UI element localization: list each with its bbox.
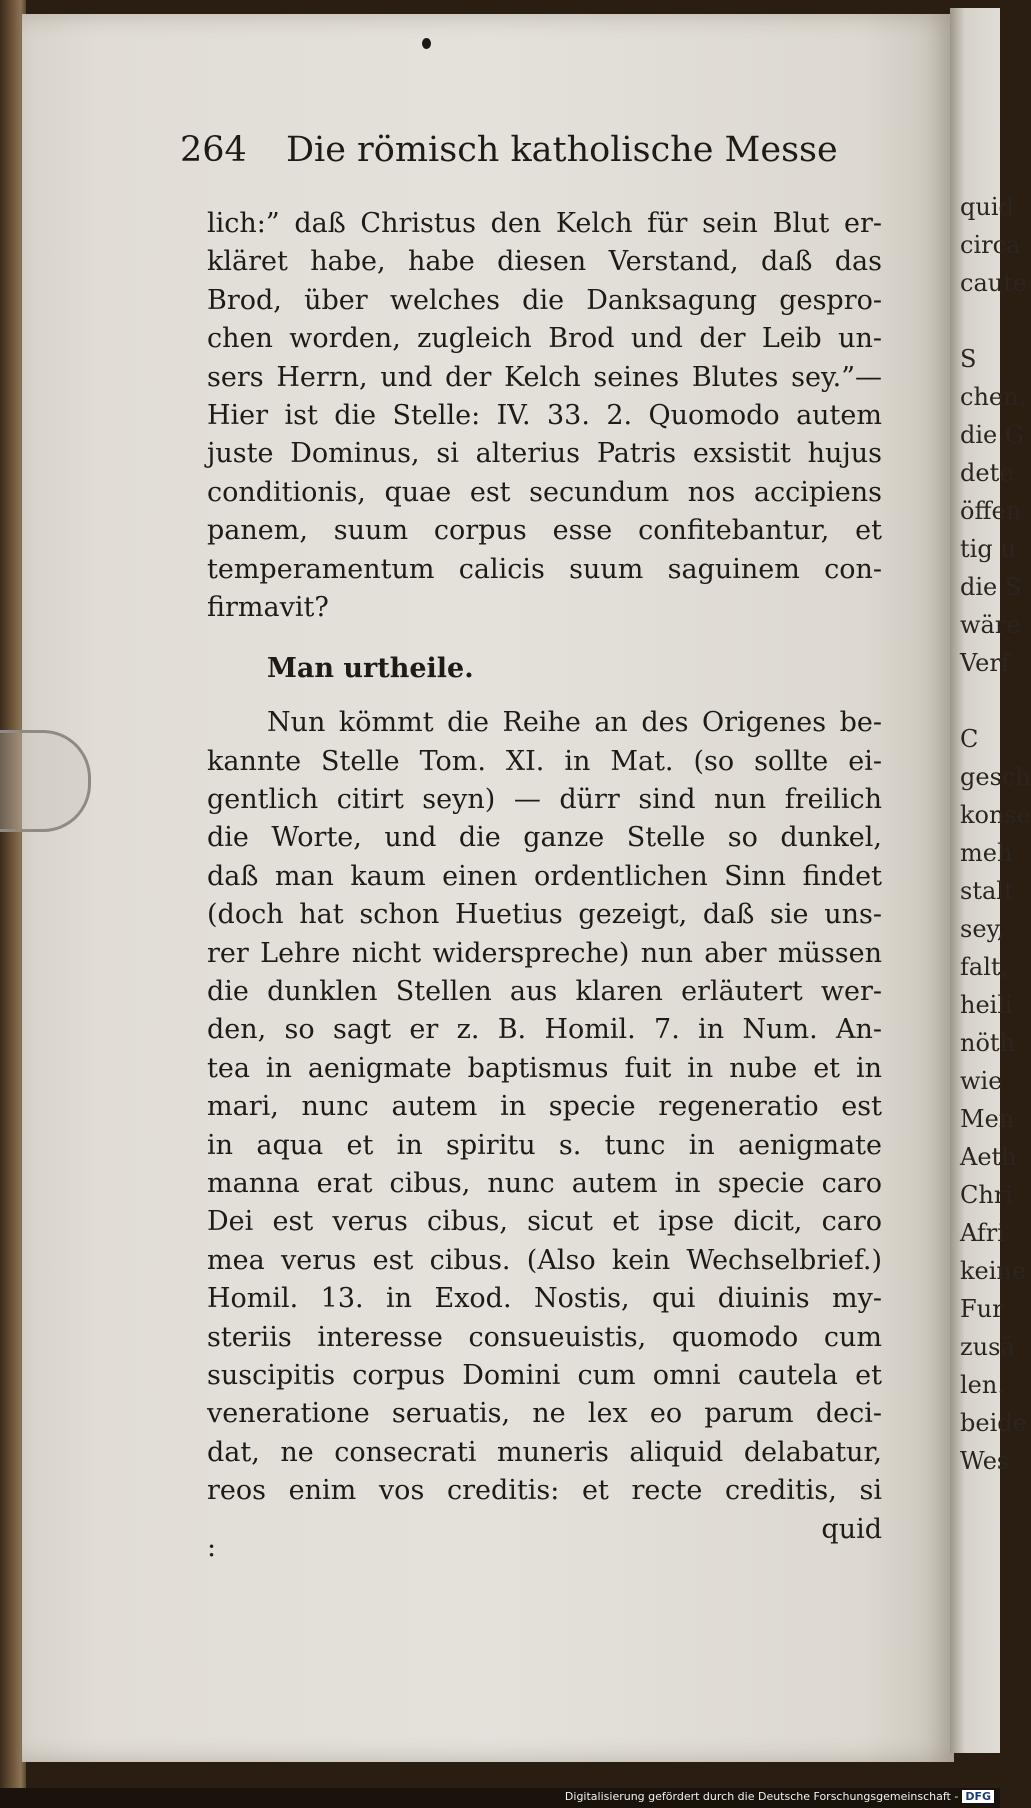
adjacent-page-fragment: heili bbox=[960, 991, 1013, 1019]
text-line: die dunklen Stellen aus klaren erläutert wer- bbox=[207, 976, 882, 1007]
adjacent-page-fragment: zusä bbox=[960, 1333, 1015, 1361]
adjacent-page-fragment: caute bbox=[960, 269, 1028, 297]
adjacent-page-fragment: konse bbox=[960, 801, 1031, 829]
text-line: Homil. 13. in Exod. Nostis, qui diuinis my- bbox=[207, 1283, 882, 1314]
adjacent-page-fragment: quid bbox=[960, 193, 1014, 221]
adjacent-page-fragment: stalt bbox=[960, 877, 1014, 905]
adjacent-page-fragment: die G bbox=[960, 421, 1025, 449]
text-line: mari, nunc autem in specie regeneratio est bbox=[207, 1091, 882, 1122]
text-line: in aqua et in spiritu s. tunc in aenigmate bbox=[207, 1130, 882, 1161]
running-header bbox=[180, 130, 900, 170]
text-line: conditionis, quae est secundum nos accipiens bbox=[207, 477, 882, 508]
adjacent-page-fragment: chen. bbox=[960, 383, 1027, 411]
adjacent-page-fragment: sey, bbox=[960, 915, 1005, 943]
text-line: chen worden, zugleich Brod und der Leib un- bbox=[207, 323, 882, 354]
page-number: 264 bbox=[180, 130, 247, 170]
text-line: dat, ne consecrati muneris aliquid delabatur, bbox=[207, 1437, 882, 1468]
adjacent-page-fragment: keine bbox=[960, 1257, 1027, 1285]
text-line: (doch hat schon Huetius gezeigt, daß sie uns- bbox=[207, 899, 882, 930]
clasp-shape bbox=[0, 730, 91, 832]
adjacent-page-fragment: beide bbox=[960, 1409, 1027, 1437]
text-line: tea in aenigmate baptismus fuit in nube et in bbox=[207, 1053, 882, 1084]
text-line: steriis interesse consueuistis, quomodo cum bbox=[207, 1322, 882, 1353]
adjacent-page-fragment: len. bbox=[960, 1371, 1005, 1399]
credit-text: Digitalisierung gefördert durch die Deutsche Forschungsgemeinschaft - bbox=[564, 1790, 959, 1803]
adjacent-page-fragment: C bbox=[960, 725, 979, 753]
adjacent-page-fragment: Fur bbox=[960, 1295, 1004, 1323]
text-line: mea verus est cibus. (Also kein Wechselbrief.) bbox=[207, 1245, 882, 1276]
section-heading: Man urtheile. bbox=[267, 653, 474, 684]
adjacent-page-fragment: wäre bbox=[960, 611, 1021, 639]
adjacent-page-fragment: nöth bbox=[960, 1029, 1016, 1057]
text-line: sers Herrn, und der Kelch seines Blutes sey.”— bbox=[207, 362, 882, 393]
text-line: daß man kaum einen ordentlichen Sinn findet bbox=[207, 861, 882, 892]
digitization-credit bbox=[565, 1790, 994, 1803]
adjacent-page-fragment: Afri bbox=[960, 1219, 1005, 1247]
text-line: manna erat cibus, nunc autem in specie caro bbox=[207, 1168, 882, 1199]
text-line: suscipitis corpus Domini cum omni cautela et bbox=[207, 1360, 882, 1391]
adjacent-page-fragment: falt, bbox=[960, 953, 1009, 981]
text-line: kannte Stelle Tom. XI. in Mat. (so sollte ei- bbox=[207, 746, 882, 777]
adjacent-page-fragment: circa bbox=[960, 231, 1021, 259]
catchword: quid bbox=[821, 1514, 882, 1545]
text-line: reos enim vos creditis: et recte creditis, si bbox=[207, 1475, 882, 1506]
text-line: Nun kömmt die Reihe an des Origenes be- bbox=[267, 707, 882, 738]
text-line: panem, suum corpus esse confitebantur, et bbox=[207, 515, 882, 546]
ink-spot bbox=[422, 38, 431, 49]
adjacent-page-fragment: Verf bbox=[960, 649, 1010, 677]
text-line: den, so sagt er z. B. Homil. 7. in Num. An- bbox=[207, 1014, 882, 1045]
text-line: kläret habe, habe diesen Verstand, daß das bbox=[207, 246, 882, 277]
text-line: temperamentum calicis suum saguinem con- bbox=[207, 554, 882, 585]
text-line: Hier ist die Stelle: IV. 33. 2. Quomodo autem bbox=[207, 400, 882, 431]
adjacent-page-fragment: tig u bbox=[960, 535, 1016, 563]
text-line: lich:” daß Christus den Kelch für sein Blut er- bbox=[207, 208, 882, 239]
adjacent-page-fragment: Wes bbox=[960, 1447, 1010, 1475]
adjacent-page-fragment: öffen bbox=[960, 497, 1022, 525]
adjacent-page-fragment: Men bbox=[960, 1105, 1015, 1133]
adjacent-page-fragment: S bbox=[960, 345, 977, 373]
adjacent-page-fragment: dete bbox=[960, 459, 1014, 487]
text-line: veneratione seruatis, ne lex eo parum deci- bbox=[207, 1398, 882, 1429]
text-line: firmavit? bbox=[207, 592, 329, 623]
adjacent-page-fragment: die S bbox=[960, 573, 1022, 601]
running-title: Die römisch katholische Messe bbox=[285, 130, 838, 170]
text-line: rer Lehre nicht widerspreche) nun aber müssen bbox=[207, 938, 882, 969]
text-line: gentlich citirt seyn) — dürr sind nun freilich bbox=[207, 784, 882, 815]
adjacent-page-fragment: meh bbox=[960, 839, 1013, 867]
text-line: die Worte, und die ganze Stelle so dunkel, bbox=[207, 822, 882, 853]
text-line: juste Dominus, si alterius Patris exsistit hujus bbox=[207, 438, 882, 469]
adjacent-page-fragment: Aeth bbox=[960, 1143, 1017, 1171]
adjacent-page-strip bbox=[950, 8, 1031, 1753]
adjacent-page-fragment: Chri bbox=[960, 1181, 1013, 1209]
text-line: Brod, über welches die Danksagung gespro- bbox=[207, 285, 882, 316]
adjacent-page-fragment: wie bbox=[960, 1067, 1003, 1095]
adjacent-page-fragment: gesch bbox=[960, 763, 1031, 791]
text-line: Dei est verus cibus, sicut et ipse dicit, caro bbox=[207, 1206, 882, 1237]
dfg-logo: DFG bbox=[962, 1790, 994, 1803]
signature-mark: : bbox=[207, 1532, 217, 1563]
